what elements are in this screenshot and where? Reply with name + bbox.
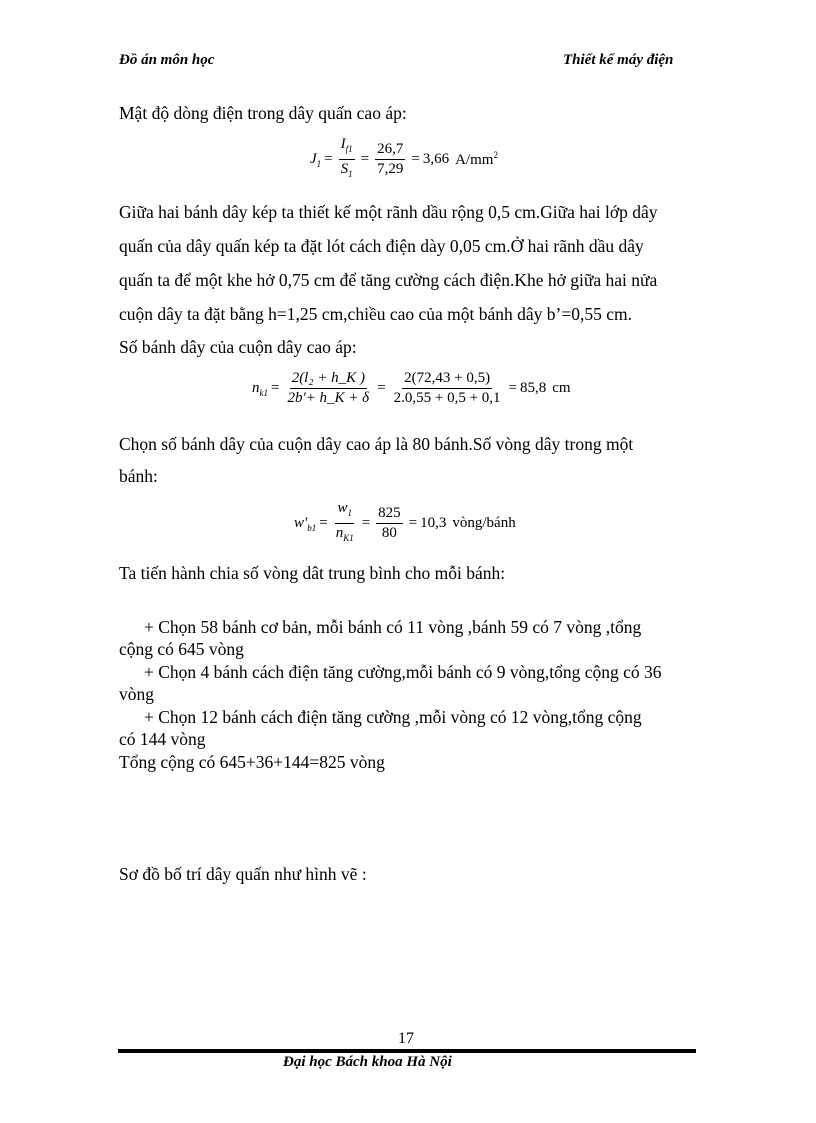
body-line-6: Chọn số bánh dây của cuộn dây cao áp là 80 bánh.Số vòng dây trong một: [119, 434, 634, 454]
body-line-5: Số bánh dây của cuộn dây cao áp:: [119, 337, 357, 357]
eq3-unit: vòng/bánh: [452, 515, 516, 531]
body-line-3: quấn ta để một khe hở 0,75 cm để tăng cường cách điện.Khe hở giữa hai nửa: [119, 270, 658, 290]
eq3-fraction-numeric: $\frac{825}{80}$: [378, 505, 401, 541]
eq2-result: 85,8: [520, 380, 547, 396]
footer-text: Đại học Bách khoa Hà Nội: [283, 1054, 452, 1070]
eq2-fraction-symbolic: $\frac{\text{2(l₂ + h\_K )}}{2b'+ h\_K + \delta}$: [287, 370, 370, 406]
body-line-4: cuộn dây ta đặt bằng h=1,25 cm,chiều cao của một bánh dây b’=0,55 cm.: [119, 304, 632, 324]
list-item-2: + Chọn 4 bánh cách điện tăng cường,mỗi bánh có 9 vòng,tổng cộng có 36: [144, 662, 662, 682]
eq1-result: 3,66: [422, 151, 450, 167]
page-number: 17: [398, 1030, 414, 1047]
eq1-fraction-symbolic: $\frac{I_{f1}}{S_1}$: [340, 136, 353, 179]
list-item-2-cont: vòng: [119, 684, 154, 704]
body-line-8: Ta tiến hành chia số vòng dât trung bình cho mỗi bánh:: [119, 563, 506, 583]
equation-current-density: $J_1$ = $\frac{I_{f1}}{S_1}$ = $\frac{26,7}{7,29}$ = 3,66 $A/mm^2$: [310, 136, 498, 183]
body-line-7: bánh:: [119, 466, 158, 486]
eq2-fraction-numeric: $\frac{2(72,43 + 0,5)}{2.0,55 + 0,5 + 0,1}$: [393, 370, 501, 406]
list-item-3-cont: có 144 vòng: [119, 729, 206, 749]
eq2-unit: cm: [552, 380, 571, 396]
equation-turns-per-disc: $w'_{b1}$ = $\frac{w_1}{n_{K1}}$ = $\frac{825}{80}$ = 10,3 vòng/bánh: [294, 500, 516, 547]
eq3-result: 10,3: [420, 515, 447, 531]
eq3-lhs: $w'_{b1}$: [294, 514, 317, 533]
header-right: Thiết kế máy điện: [563, 52, 674, 68]
eq1-lhs: $J_1$: [310, 150, 322, 169]
list-item-1-cont: cộng có 645 vòng: [119, 639, 244, 659]
diagram-caption: Sơ đồ bố trí dây quấn như hình vẽ :: [119, 864, 367, 884]
total-line: Tổng cộng có 645+36+144=825 vòng: [119, 752, 385, 772]
eq1-unit: $A/mm^2$: [455, 150, 498, 168]
eq1-fraction-numeric: $\frac{26,7}{7,29}$: [377, 141, 404, 177]
body-line-2: quấn của dây quấn kép ta đặt lót cách điện dày 0,05 cm.Ở hai rãnh dầu dây: [119, 236, 644, 256]
footer-rule: [118, 1049, 696, 1053]
list-item-1: + Chọn 58 bánh cơ bản, mỗi bánh có 11 vòng ,bánh 59 có 7 vòng ,tổng: [144, 617, 642, 637]
body-line-1: Giữa hai bánh dây kép ta thiết kế một rãnh dầu rộng 0,5 cm.Giữa hai lớp dây: [119, 202, 658, 222]
list-item-3: + Chọn 12 bánh cách điện tăng cường ,mỗi vòng có 12 vòng,tổng cộng: [144, 707, 642, 727]
eq2-lhs: $n_{k1}$: [252, 379, 268, 398]
equation-number-of-discs: $n_{k1}$ = $\frac{\text{2(l₂ + h\_K )}}{2b'+ h\_K + \delta}$ = $\frac{2(72,43 + 0,5)}{2.0,55 + 0,5 + 0,1}$ = 85,8 cm: [252, 370, 571, 406]
eq3-fraction-symbolic: $\frac{w_1}{n_{K1}}$: [335, 500, 354, 543]
header-left: Đồ án môn học: [119, 52, 215, 68]
current-density-intro: Mật độ dòng điện trong dây quấn cao áp:: [119, 103, 407, 123]
